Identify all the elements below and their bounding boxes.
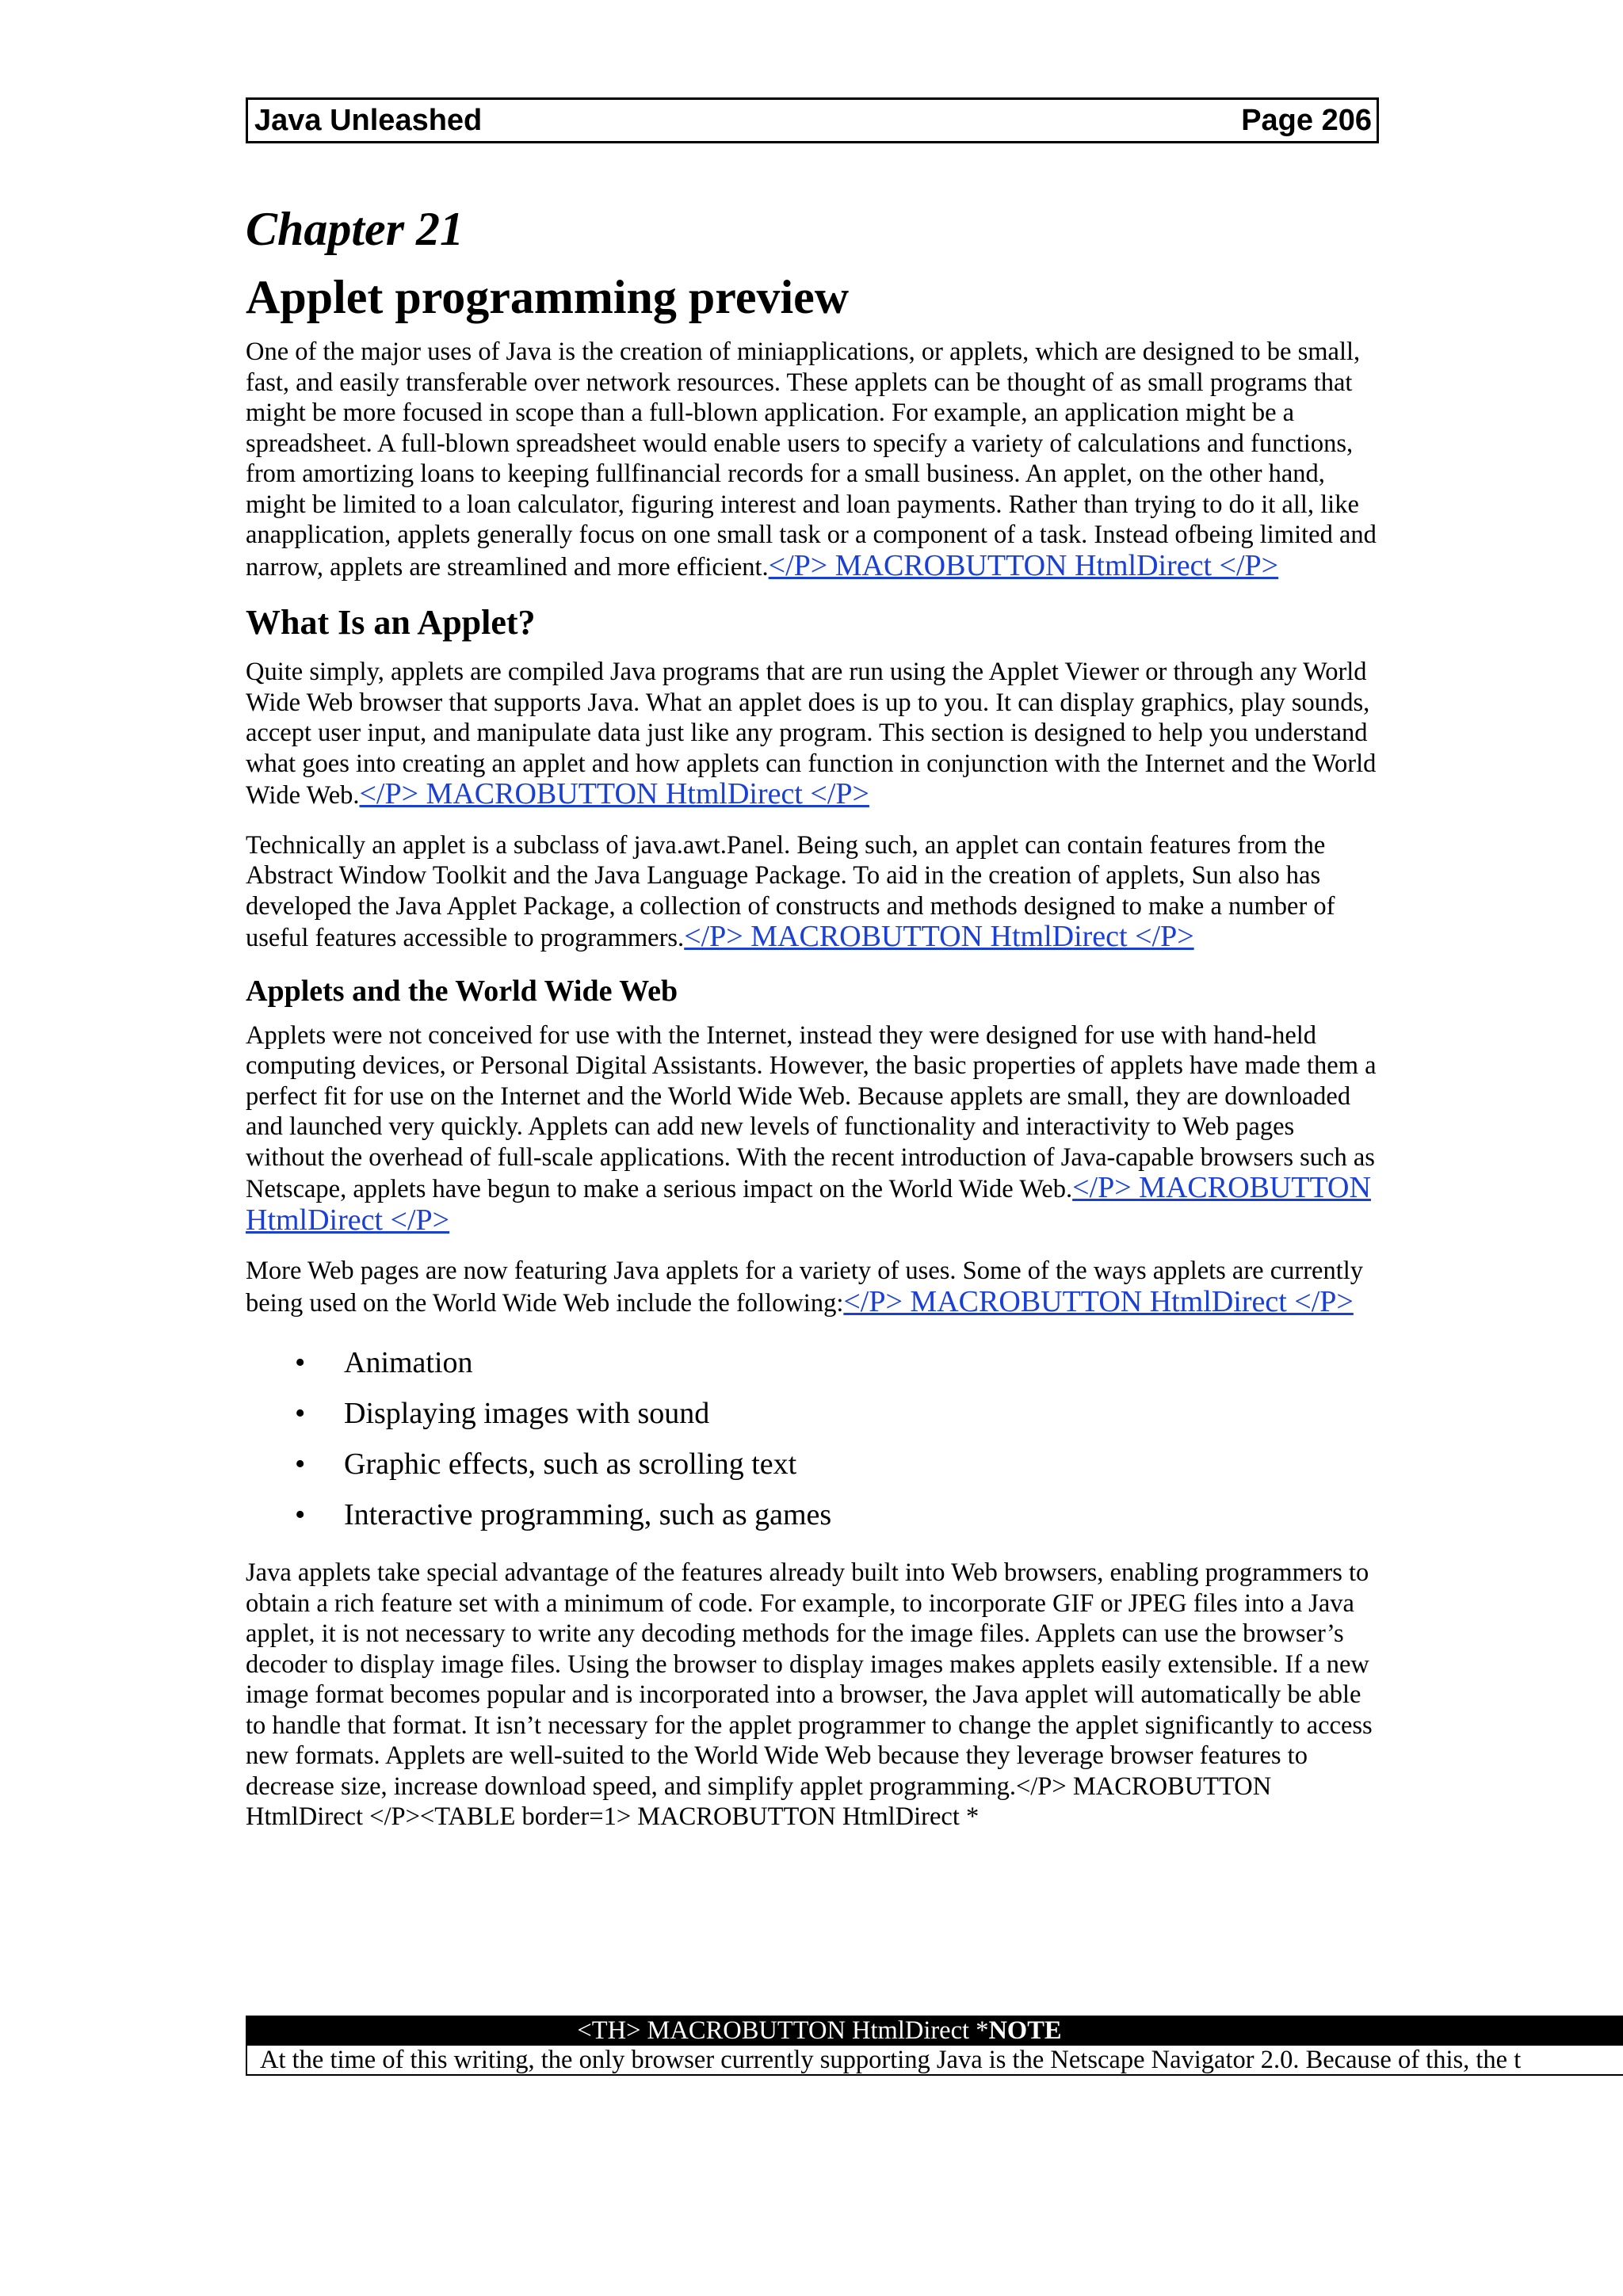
document-page (246, 97, 1379, 1833)
chapter-title: Applet programming preview (246, 271, 850, 323)
list-item-text: Animation (344, 1346, 473, 1379)
running-header (246, 97, 1379, 143)
paragraph-text: Applets were not conceived for use with the Internet, instead they were designed for use with hand-held computing devices, or Personal Digital Assistants. However, the basic properties of applets have made them a perfect fit for use on the Internet and the World Wide Web. Because applets are small, they are downloaded and launched very quickly. Applets can add new levels of functionality and interactivity to Web pages without the overhead of full-scale applications. With the recent introduction of Java-capable browsers such as Netscape, applets have begun to make a serious impact on the World Wide Web. (246, 1020, 1377, 1203)
intro-text: One of the major uses of Java is the creation of miniapplications, or applets, which are designed to be small, fast, and easily transferable over network resources. These applets can be thought of as small programs that might be more focused in scope than a full-blown application. For example, an application might be a spreadsheet. A full-blown spreadsheet would enable users to specify a variety of calculations and functions, from amortizing loans to keeping fullfinancial records for a small business. An applet, on the other hand, might be limited to a loan calculator, figuring interest and loan payments. Rather than trying to do it all, like anapplication, applets generally focus on one small task or a component of a task. Instead ofbeing limited and narrow, applets are streamlined and more efficient. (246, 338, 1377, 582)
paragraph (246, 1256, 1379, 1318)
list-item (246, 1337, 1379, 1388)
bullet-icon: • (295, 1498, 306, 1531)
paragraph: Java applets take special advantage of the features already built into Web browsers, enabling programmers to obtain a rich feature set with a minimum of code. For example, to incorporate GIF or JPEG files into a Java applet, it is not necessary to write any decoding methods for the image files. Applets can use the browser’s decoder to display image files. Using the browser to display images makes applets easily extensible. If a new image format becomes popular and is incorporated into a browser, the Java applet will automatically be able to handle that format. It isn’t necessary for the applet programmer to change the applet significantly to access new formats. Applets are well-suited to the World Wide Web because they leverage browser features to decrease size, increase download speed, and simplify applet programming.</P> MACROBUTTON HtmlDirect </P><TABLE border=1> MACROBUTTON HtmlDirect * (246, 1558, 1373, 1831)
macrobutton-link[interactable]: </P> MACROBUTTON HtmlDirect </P> (359, 777, 869, 810)
paragraph (246, 830, 1379, 954)
intro-paragraph (246, 337, 1379, 582)
paragraph-text: Technically an applet is a subclass of java.awt.Panel. Being such, an applet can contain features from the Abstract Window Toolkit and the Java Language Package. To aid in the creation of applets, Sun also has developed the Java Applet Package, a collection of constructs and methods designed to make a number of useful features accessible to programmers. (246, 830, 1335, 952)
note-table-body: At the time of this writing, the only browser currently supporting Java is the Netscape Navigator 2.0. Because of this, the t (246, 2046, 1623, 2076)
note-table-header (246, 2016, 1623, 2046)
page-number: Page 206 (1241, 103, 1372, 137)
bullet-icon: • (295, 1397, 306, 1430)
book-title: Java Unleashed (254, 103, 483, 137)
macrobutton-link[interactable]: </P> MACROBUTTON HtmlDirect </P> (843, 1284, 1354, 1318)
note-header-label: NOTE (988, 2016, 1062, 2045)
macrobutton-link[interactable]: </P> MACROBUTTON HtmlDirect </P> (684, 920, 1194, 953)
note-header-prefix: <TH> MACROBUTTON HtmlDirect * (577, 2016, 989, 2045)
bullet-icon: • (295, 1447, 306, 1481)
list-item-text: Graphic effects, such as scrolling text (344, 1447, 797, 1481)
list-item (246, 1439, 1379, 1489)
bullet-icon: • (295, 1346, 306, 1379)
note-table (246, 2016, 1623, 2076)
section-heading-what-is-applet: What Is an Applet? (246, 603, 536, 642)
paragraph-text: Quite simply, applets are compiled Java programs that are run using the Applet Viewer or through any World Wide Web browser that supports Java. What an applet does is up to you. It can display graphics, play sounds, accept user input, and manipulate data just like any program. This section is designed to help you understand what goes into creating an applet and how applets can function in conjunction with the Internet and the World Wide Web. (246, 658, 1377, 810)
list-item-text: Interactive programming, such as games (344, 1498, 832, 1531)
macrobutton-link[interactable]: </P> MACROBUTTON HtmlDirect </P> (246, 1171, 1371, 1237)
macrobutton-link[interactable]: </P> MACROBUTTON HtmlDirect </P> (768, 548, 1279, 582)
list-item (246, 1388, 1379, 1439)
subsection-heading-applets-www: Applets and the World Wide Web (246, 974, 678, 1008)
chapter-number: Chapter 21 (246, 203, 464, 255)
list-item-text: Displaying images with sound (344, 1397, 710, 1430)
paragraph (246, 1020, 1379, 1238)
paragraph-text: More Web pages are now featuring Java applets for a variety of uses. Some of the ways applets are currently being used on the World Wide Web include the following: (246, 1257, 1364, 1318)
list-item (246, 1489, 1379, 1540)
paragraph (246, 657, 1379, 811)
applet-uses-list (246, 1337, 1379, 1540)
